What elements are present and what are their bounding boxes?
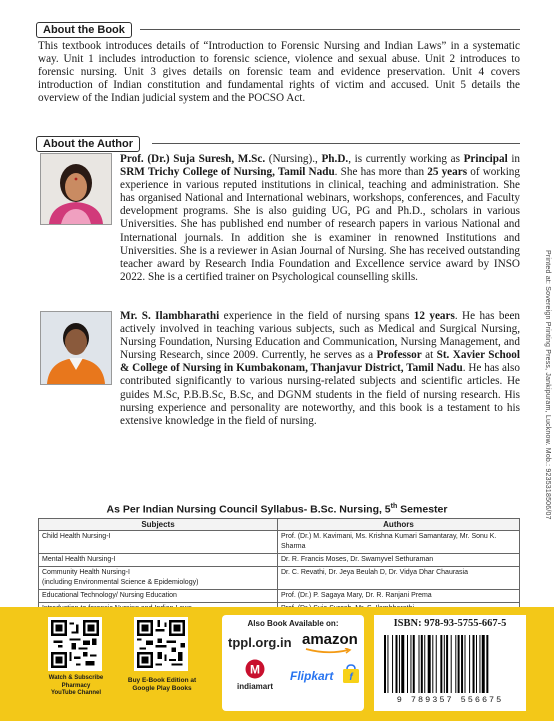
- author2-photo: [40, 311, 112, 385]
- author1-photo: [40, 153, 112, 225]
- author2-institution: St. Xavier School & College of Nursing in Kumbakonam, Thanjavur District, Tamil Nadu: [120, 349, 521, 375]
- subject-cell: [39, 567, 278, 590]
- flipkart-bag-icon: [342, 664, 360, 684]
- author1-name: Prof. (Dr.) Suja Suresh: [120, 153, 232, 165]
- author1-institution: SRM Trichy College of Nursing, Tamil Nadu: [120, 166, 335, 179]
- caption-line: Buy E-Book Edition at: [127, 677, 197, 684]
- author2-bio: [120, 310, 520, 428]
- syllabus-heading-text: As Per Indian Nursing Council Syllabus- B.Sc. Nursing, 5: [106, 503, 391, 516]
- isbn-box: [374, 615, 526, 711]
- author2-text: experience in the field of nursing spans: [219, 310, 414, 322]
- author1-role: Principal: [463, 153, 508, 165]
- syllabus-heading-sup: th: [390, 503, 398, 510]
- caption-line: YouTube Channel: [50, 690, 102, 696]
- about-book-heading: About the Book: [36, 22, 132, 38]
- section-rule: [140, 29, 520, 30]
- subjects-table: [38, 518, 520, 616]
- flipkart-link[interactable]: [290, 667, 353, 685]
- syllabus-heading-end: Semester: [397, 503, 448, 516]
- author1-bio: [120, 153, 520, 284]
- authors-cell: Dr. C. Revathi, Dr. Jeya Beulah D, Dr. Vidya Dhar Chaurasia: [278, 567, 520, 590]
- syllabus-heading: [0, 503, 554, 516]
- tppl-link[interactable]: tppl.org.in: [228, 635, 292, 650]
- caption-line: Google Play Books: [132, 684, 192, 692]
- author1-text: , is currently working as: [348, 153, 464, 165]
- table-row: [39, 567, 520, 590]
- barcode-icon: [380, 635, 520, 695]
- authors-cell: Prof. (Dr.) P. Sagaya Mary, Dr. R. Ranjani Prema: [278, 590, 520, 603]
- indiamart-link[interactable]: [230, 659, 280, 691]
- author2-role: Professor: [376, 349, 422, 362]
- author2-text: at: [421, 349, 437, 362]
- authors-cell: Prof. (Dr.) M. Kavimani, Ms. Krishna Kumari Samantaray, Mr. Sonu K. Sharma: [278, 531, 520, 554]
- author1-qual-2: (Nursing).,: [265, 153, 322, 165]
- amazon-link[interactable]: [302, 631, 358, 649]
- author1-text: . She has more than: [334, 166, 428, 179]
- authors-cell: Dr. R. Francis Moses, Dr. Swamyvel Sethuraman: [278, 554, 520, 567]
- google-play-qr-code[interactable]: [134, 617, 188, 671]
- youtube-qr-code[interactable]: [48, 617, 102, 671]
- indiamart-label: indiamart: [236, 682, 273, 691]
- amazon-smile-icon: [304, 648, 354, 654]
- table-row: [39, 531, 520, 554]
- subject-cell: Child Health Nursing-I: [39, 531, 278, 554]
- retailers-heading: Also Book Available on:: [247, 619, 339, 628]
- isbn-label: ISBN: 978-93-5755-667-5: [393, 618, 507, 629]
- table-row: [39, 554, 520, 567]
- author1-phd: Ph.D.: [321, 153, 349, 165]
- subject-cell: Mental Health Nursing-I: [39, 554, 278, 567]
- retailers-box: [222, 615, 364, 711]
- table-row: [39, 590, 520, 603]
- author2-name: Mr. S. Ilambharathi: [120, 310, 220, 322]
- svg-text:M: M: [250, 662, 260, 677]
- author1-text: of working experience in various reputed institutions in clinical, teaching and administration. She has organised National and International webinars, workshops, conferences, and Faculty development programs. She is also guiding UG, PG and Ph.D., scholars in various Universities. She has published end number of research papers in various National and International journals. In addition she is examiner in renowned Institutions and Universities. She is a reviewer in Asian Journal of Nursing. She has received outstanding teacher award by Research India Foundation and Excellence service award by INSO 2022. She is a certified trainer on Psychological counselling skills.: [120, 166, 520, 283]
- about-author-heading: About the Author: [36, 136, 140, 152]
- subject-cell: Educational Technology/ Nursing Education: [39, 590, 278, 603]
- google-play-qr-caption: [120, 677, 204, 692]
- author1-text: in: [507, 153, 521, 165]
- youtube-qr-caption: [34, 675, 118, 698]
- author2-text: . He has also contributed significantly to various nursing-related subjects and scientific articles. He guides M.Sc, P.B.B.Sc, B.Sc, and DGNM students in the field of nursing research. His nursing experience and personality are noteworthy, and this book is a testament to his extensive knowledge in the field of nursing.: [120, 362, 520, 427]
- printer-note: Printed at: Sovereign Printing Press, Jankipuram, Lucknow. Mob.: 9235318506/07: [544, 250, 551, 520]
- flipkart-label: Flipkart: [290, 669, 334, 683]
- caption-line: Pharmacy: [61, 682, 91, 689]
- section-rule: [152, 143, 520, 144]
- author1-years: 25 years: [427, 166, 468, 179]
- subjects-col-header: Subjects: [39, 519, 278, 531]
- author1-qual: , M.Sc.: [231, 153, 266, 165]
- barcode-digits: 9 789357 556675: [396, 695, 504, 705]
- subject-line-2: (including Environmental Science & Epidemiology): [42, 579, 199, 586]
- amazon-logo: amazon: [302, 631, 358, 648]
- about-book-text: This textbook introduces details of “Introduction to Forensic Nursing and Indian Laws” in a systematic way. Unit 1 includes introduction to forensic science, violence and sexual abuse. Unit 2 introduces to forensic nursing. Unit 3 gives details on forensic team and evidence preservation. Unit 4 covers introduction of Indian constitution and fundamental rights of victim and accused. Unit 5 details the overview of the Indian judicial system and the POCSO Act.: [38, 40, 520, 105]
- author2-text: . He has been actively involved in teaching various subjects, such as Medical and Surgical Nursing, Nursing Foundation, Nursing Education and Communication, Nursing Management, and Nursing Research, since 2009. Currently, he serves as a: [120, 310, 520, 362]
- subject-line: Community Health Nursing-I: [42, 569, 130, 576]
- svg-text:f: f: [349, 672, 353, 683]
- authors-col-header: Authors: [278, 519, 520, 531]
- table-header-row: [39, 519, 520, 531]
- indiamart-logo-icon: [244, 659, 266, 679]
- qr-icon: [137, 620, 185, 668]
- author2-years: 12 years: [413, 310, 455, 322]
- caption-line: Watch & Subscribe: [48, 675, 104, 681]
- qr-icon: [51, 620, 99, 668]
